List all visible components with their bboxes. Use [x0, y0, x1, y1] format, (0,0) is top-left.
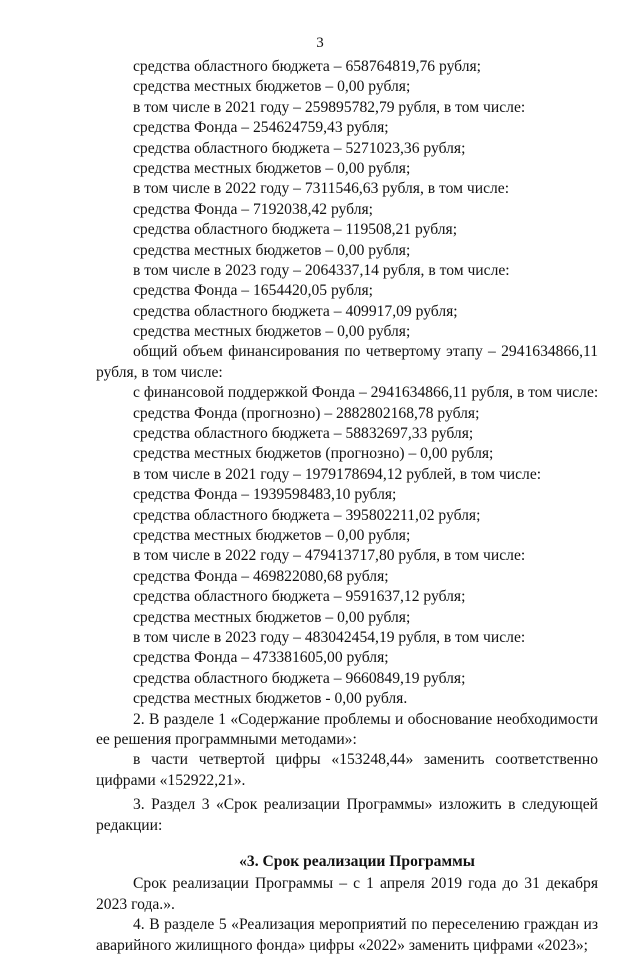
- paragraph-item-4: 4. В разделе 5 «Реализация мероприятий по переселению граждан из аварийного жилищного фонда» цифры «2022» заменить цифрами «2023»;: [96, 916, 598, 954]
- funding-line: средства областного бюджета – 9591637,12 рубля;: [133, 588, 466, 606]
- paragraph-term: Срок реализации Программы – с 1 апреля 2019 года до 31 декабря 2023 года.».: [96, 875, 598, 913]
- funding-line: в том числе в 2022 году – 7311546,63 рубля, в том числе:: [133, 180, 510, 198]
- funding-line: средства местных бюджетов – 0,00 рубля;: [133, 241, 411, 259]
- page-number: 3: [316, 35, 324, 51]
- funding-line: средства областного бюджета – 658764819,76 рубля;: [133, 58, 482, 75]
- funding-line: средства областного бюджета – 58832697,33 рубля;: [133, 425, 474, 443]
- paragraph-item-3: 3. Раздел 3 «Срок реализации Программы» изложить в следующей редакции:: [96, 796, 598, 834]
- funding-line: средства Фонда – 7192038,42 рубля;: [133, 200, 373, 218]
- funding-line: с финансовой поддержкой Фонда – 2941634866,11 рубля, в том числе:: [133, 384, 599, 402]
- funding-list-stage4: [96, 383, 598, 709]
- funding-line: средства местных бюджетов – 0,00 рубля;: [133, 78, 411, 96]
- funding-line: средства областного бюджета – 395802211,02 рубля;: [133, 506, 481, 524]
- funding-line: средства областного бюджета – 409917,09 рубля;: [133, 302, 458, 320]
- funding-line: средства местных бюджетов - 0,00 рубля.: [133, 690, 408, 708]
- funding-line: средства Фонда – 1654420,05 рубля;: [133, 282, 373, 300]
- funding-line: средства Фонда – 469822080,68 рубля;: [133, 567, 389, 585]
- funding-line: средства Фонда (прогнозно) – 2882802168,78 рубля;: [133, 404, 480, 422]
- funding-line: в том числе в 2021 году – 1979178694,12 рублей, в том числе:: [133, 465, 542, 483]
- funding-line: средства Фонда – 473381605,00 рубля;: [133, 649, 389, 667]
- paragraph-item-2-detail: в части четвертой цифры «153248,44» заменить соответственно цифрами «152922,21».: [96, 751, 598, 789]
- funding-line: средства местных бюджетов – 0,00 рубля;: [133, 608, 411, 626]
- document-body: [96, 57, 598, 956]
- funding-line: средства местных бюджетов – 0,00 рубля;: [133, 323, 411, 341]
- funding-line: средства Фонда – 254624759,43 рубля;: [133, 119, 389, 137]
- funding-line: средства областного бюджета – 5271023,36 рубля;: [133, 139, 466, 157]
- funding-line: в том числе в 2022 году – 479413717,80 рубля, в том числе:: [133, 547, 526, 565]
- section-title: «3. Срок реализации Программы: [239, 852, 475, 870]
- funding-line: в том числе в 2023 году – 2064337,14 рубля, в том числе:: [133, 261, 510, 279]
- paragraph-total-stage4: общий объем финансирования по четвертому этапу – 2941634866,11 рубля, в том числе:: [96, 343, 598, 381]
- funding-line: в том числе в 2021 году – 259895782,79 рубля, в том числе:: [133, 98, 526, 116]
- funding-line: средства областного бюджета – 9660849,19 рубля;: [133, 669, 466, 687]
- funding-line: средства местных бюджетов – 0,00 рубля;: [133, 159, 411, 177]
- funding-line: средства областного бюджета – 119508,21 рубля;: [133, 221, 458, 239]
- funding-line: средства местных бюджетов – 0,00 рубля;: [133, 527, 411, 545]
- funding-list-stage3: [96, 57, 598, 342]
- funding-line: средства Фонда – 1939598483,10 рубля;: [133, 486, 397, 504]
- funding-line: средства местных бюджетов (прогнозно) – 0,00 рубля;: [133, 445, 494, 463]
- funding-line: в том числе в 2023 году – 483042454,19 рубля, в том числе:: [133, 628, 526, 646]
- paragraph-item-2: 2. В разделе 1 «Содержание проблемы и обоснование необходимости ее решения программными методами»:: [96, 710, 598, 748]
